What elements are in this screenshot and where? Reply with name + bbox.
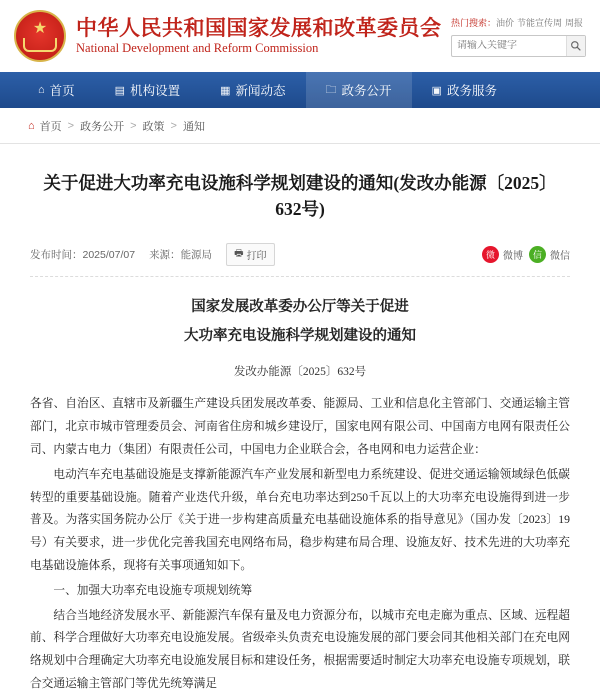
breadcrumb-separator-2: > bbox=[170, 120, 177, 132]
article-paragraph-1: 电动汽车充电基础设施是支撑新能源汽车产业发展和新型电力系统建设、促进交通运输领域绿色低碳转型的重要基础设施。随着产业迭代升级，单台充电功率达到250千瓦以上的大功率充电设施得到进一步普及。为落实国务院办公厅《关于进一步构建高质量充电基础设施体系的指导意见》（国办发〔2023〕19号）有关要求，进一步优化完善我国充电网络布局，稳步构建布局合理、设施友好、技术先进的大功率充电基础设施体系，现将有关事项通知如下。 bbox=[30, 467, 570, 572]
hot-word-2[interactable]: 周报 bbox=[565, 17, 584, 28]
publish-time-label: 发布时间： bbox=[30, 248, 83, 261]
nav-item-organization[interactable] bbox=[95, 72, 200, 108]
share-weibo-button[interactable] bbox=[482, 246, 523, 263]
page-title: 关于促进大功率充电设施科学规划建设的通知(发改办能源〔2025〕632号) bbox=[43, 173, 557, 220]
printer-icon: 🖶 bbox=[234, 247, 244, 259]
building-icon: ▤ bbox=[114, 84, 126, 97]
nav-label-home: 首页 bbox=[49, 84, 75, 98]
nav-item-government-affairs[interactable] bbox=[306, 72, 412, 108]
document-number: 发改办能源〔2025〕632号 bbox=[233, 366, 367, 379]
service-icon: ▣ bbox=[431, 84, 442, 97]
share-wechat-label: 微信 bbox=[550, 250, 570, 262]
article-paragraph-2: 结合当地经济发展水平、新能源汽车保有量及电力资源分布，以城市充电走廊为重点、区域、远程超前、科学合理做好大功率充电设施发展。省级牵头负责充电设施发展的部门要会同其他相关部门在充电网络规划中合理确定大功率充电设施发展目标和建设任务，根据需要适时制定大功率充电设施专项规划，联合交通运输主管部门等优先统筹满足 bbox=[30, 608, 570, 690]
search-input[interactable] bbox=[452, 40, 566, 51]
document-heading-line1: 国家发展改革委办公厅等关于促进 bbox=[191, 298, 409, 315]
source-label: 来源： bbox=[149, 248, 181, 261]
print-button[interactable] bbox=[226, 243, 274, 266]
breadcrumb-item-1[interactable]: 政务公开 bbox=[80, 121, 125, 133]
hot-search-label: 热门搜索： bbox=[451, 17, 497, 28]
home-icon: ⌂ bbox=[38, 84, 45, 96]
main-nav bbox=[0, 72, 600, 108]
share-weibo-label: 微博 bbox=[503, 250, 523, 262]
folder-icon: 🗀 bbox=[325, 83, 337, 96]
share-group bbox=[482, 246, 570, 263]
article bbox=[0, 144, 600, 696]
source bbox=[149, 247, 212, 262]
breadcrumb-item-2[interactable]: 政策 bbox=[142, 121, 165, 133]
print-label: 打印 bbox=[246, 250, 267, 262]
nav-item-home[interactable] bbox=[18, 72, 95, 108]
article-section-heading-1: 一、加强大功率充电设施专项规划统筹 bbox=[53, 583, 253, 597]
nav-item-news[interactable] bbox=[200, 72, 305, 108]
site-titles bbox=[76, 16, 445, 56]
breadcrumb-separator-0: > bbox=[67, 120, 75, 132]
site-title-en: National Development and Reform Commission bbox=[76, 40, 319, 55]
wechat-icon: 信 bbox=[529, 246, 546, 263]
publish-time-value: 2025/07/07 bbox=[82, 248, 136, 261]
hot-word-1[interactable]: 节能宣传周 bbox=[517, 17, 563, 28]
search-area bbox=[451, 16, 586, 57]
search-icon[interactable] bbox=[566, 36, 585, 56]
national-emblem-icon bbox=[14, 10, 66, 62]
nav-label-organization: 机构设置 bbox=[130, 84, 181, 98]
source-value: 能源局 bbox=[180, 248, 213, 261]
site-title-cn: 中华人民共和国国家发展和改革委员会 bbox=[76, 15, 442, 40]
nav-label-government-service: 政务服务 bbox=[446, 84, 497, 98]
breadcrumb-item-3[interactable]: 通知 bbox=[182, 121, 205, 133]
site-header bbox=[0, 0, 600, 72]
search-box bbox=[451, 35, 586, 57]
home-icon: ⌂ bbox=[28, 120, 35, 132]
article-paragraph-0: 各省、自治区、直辖市及新疆生产建设兵团发展改革委、能源局、工业和信息化主管部门、交通运输主管部门，北京市城市管理委员会、河南省住房和城乡建设厅，国家电网有限公司、中国南方电网有限责任公司、内蒙古电力（集团）有限责任公司，中国电力企业联合会，各电网和电力运营企业： bbox=[30, 397, 570, 456]
hot-search-words bbox=[451, 16, 586, 29]
breadcrumb bbox=[0, 108, 600, 144]
hot-word-0[interactable]: 油价 bbox=[496, 17, 515, 28]
article-meta bbox=[30, 243, 570, 277]
nav-label-government-affairs: 政务公开 bbox=[341, 84, 392, 98]
document-heading-line2: 大功率充电设施科学规划建设的通知 bbox=[184, 327, 416, 344]
breadcrumb-item-0[interactable]: 首页 bbox=[39, 121, 62, 133]
share-wechat-button[interactable] bbox=[529, 246, 570, 263]
nav-item-government-service[interactable] bbox=[412, 72, 517, 108]
weibo-icon: 微 bbox=[482, 246, 499, 263]
breadcrumb-separator-1: > bbox=[130, 120, 137, 132]
news-icon: ▦ bbox=[220, 84, 231, 97]
nav-label-news: 新闻动态 bbox=[235, 84, 286, 98]
publish-time bbox=[30, 247, 135, 262]
